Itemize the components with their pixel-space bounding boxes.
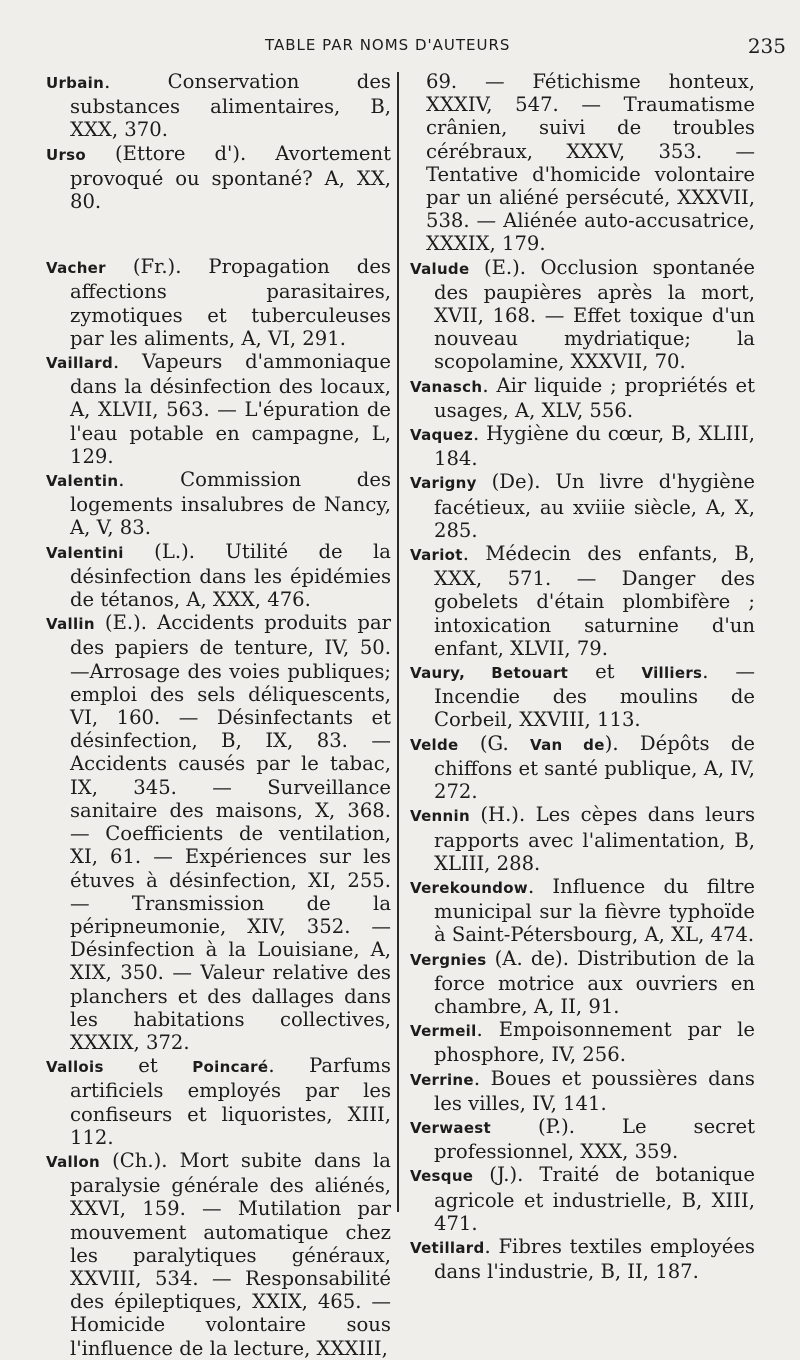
index-entry [46,142,391,214]
index-entry [410,1067,755,1115]
index-entry [410,374,755,422]
entry-conjunction: et [595,660,615,684]
entry-text: . Parfums artificiels employés par les confiseurs et liquoristes, XIII, 112. [70,1054,391,1149]
author-name: Urbain [46,74,105,92]
index-entry [410,1163,755,1235]
author-name: Verrine [410,1070,474,1089]
page-number: 235 [747,34,786,58]
author-name: Vergnies [410,950,487,969]
entry-text: (J.). Traité de botanique agricole et industrielle, B, XIII, 471. [434,1163,755,1235]
author-name: Vetillard [410,1238,485,1257]
entry-text: . Vapeurs d'ammoniaque dans la désinfection des locaux, A, XLVII, 563. — L'épuration de l'eau potable en campagne, L, 129. [70,350,391,468]
entry-text: (A. de). Distribution de la force motrice aux ouvriers en chambre, A, II, 91. [434,946,755,1018]
index-entry [410,470,755,542]
index-entry [46,611,391,1054]
author-name: Valentini [46,543,124,562]
entry-text: (H.). Les cèpes dans leurs rapports avec l'alimentation, B, XLIII, 288. [434,803,755,875]
author-name: Vacher [46,259,106,278]
index-entry [410,1235,755,1283]
author-name: Valude [410,259,470,278]
index-entry [410,1115,755,1163]
entry-text: . Air liquide ; propriétés et usages, A, XLV, 556. [434,373,755,422]
entry-text: ). Dépôts de chiffons et santé publique, A, IV, 272. [434,731,755,804]
entry-text: (Ch.). Mort subite dans la paralysie générale des aliénés, XXVI, 159. — Mutilation par mouvement automatique chez les paralytiques généraux, XXVIII, 534. — Responsabilité des épileptiques, XXIX, 465. — Homicide volontaire sous l'influence de la lecture, XXXIII, [70,1148,391,1360]
right-column [410,70,755,1283]
entry-text: . Fibres textiles employées dans l'industrie, B, II, 187. [434,1234,755,1284]
entry-text: . Conservation des substances alimentaires, B, XXX, 370. [70,70,391,142]
index-entry [410,660,755,732]
index-entry [410,256,755,374]
entry-text: . — Incendie des moulins de Corbeil, XXVIII, 113. [434,660,755,732]
author-name: Vaury, Betouart [410,664,569,683]
entry-text: (Ettore d'). Avortement provoqué ou spontané? A, XX, 80. [70,141,391,214]
entry-text: . Médecin des enfants, B, XXX, 571. — Danger des gobelets d'étain plombifère ; intoxication saturnine d'un enfant, XLVII, 79. [434,542,755,660]
author-name: Valentin [46,472,119,491]
index-entry [410,947,755,1019]
entry-text: (E.). Accidents produits par des papiers de tenture, IV, 50. —Arrosage des voies publiques; emploi des sels déliquescents, VI, 160. — Désinfectants et désinfection, B, IX, 83. — Accidents causés par le tabac, IX, 345. — Surveillance sanitaire des maisons, X, 368. — Coefficients de ventilation, XI, 61. — Expériences sur les étuves à désinfection, XI, 255. — Transmission de la péripneumonie, XIV, 352. — Désinfection à la Louisiane, A, XIX, 350. — Valeur relative des planchers et des dallages dans les habitations collectives, XXXIX, 372. [70,611,391,1054]
entry-text: (P.). Le secret professionnel, XXX, 359. [434,1114,755,1164]
author-name: Vallin [46,615,95,634]
index-entry [46,540,391,612]
particle-name: Van de [530,735,605,754]
entry-text: . Boues et poussières dans les villes, IV, 141. [434,1066,755,1115]
index-entry [410,542,755,660]
author-name: Vanasch [410,377,483,396]
entry-text: (L.). Utilité de la désinfection dans les épidémies de tétanos, A, XXX, 476. [70,539,391,612]
author-name: Vaquez [410,426,474,445]
entry-text: (G. [458,731,531,755]
column-divider [397,72,399,1212]
author-name: Varigny [410,474,477,493]
entry-text: (De). Un livre d'hygiène facétieux, au xviiie siècle, A, X, 285. [434,470,755,542]
author-name: Vallon [46,1152,100,1171]
entry-text: . Empoisonnement par le phosphore, IV, 256. [434,1018,755,1067]
author-name: Vaillard [46,354,113,373]
header-title: TABLE PAR NOMS D'AUTEURS [265,36,511,54]
author-name: Verwaest [410,1118,492,1137]
index-entry [410,422,755,470]
index-entry [46,1054,391,1149]
coauthor-name: Villiers [641,664,703,683]
author-name: Vermeil [410,1022,477,1041]
section-gap [46,213,391,255]
index-entry [410,732,755,804]
entry-text: . Commission des logements insalubres de Nancy, A, V, 83. [70,468,391,540]
entry-text: (Fr.). Propagation des affections parasitaires, zymotiques et tuberculeuses par les aliments, A, VI, 291. [70,255,391,350]
author-name: Urso [46,145,87,164]
coauthor-name: Poincaré [192,1058,269,1077]
entry-text: . Influence du filtre municipal sur la fièvre typhoïde à Saint-Pétersbourg, A, XL, 474. [434,874,755,947]
entry-text: . Hygiène du cœur, B, XLIII, 184. [434,422,755,471]
author-name: Vallois [46,1058,104,1077]
index-entry [46,350,391,468]
index-entry [410,803,755,875]
index-entry [410,1018,755,1066]
index-entry [46,468,391,540]
entry-conjunction: et [138,1054,158,1078]
left-column [46,70,391,1360]
author-name: Velde [410,735,459,754]
index-entry [410,875,755,947]
continued-entry: 69. — Fétichisme honteux, XXXIV, 547. — Traumatisme crânien, suivi de troubles cérébraux, XXXV, 353. — Tentative d'homicide volontaire par un aliéné persécuté, XXXVII, 538. — Aliénée auto-accusatrice, XXXIX, 179. [426,70,755,256]
index-entry [46,70,391,142]
running-header [0,32,800,62]
author-name: Vennin [410,807,470,826]
author-name: Vesque [410,1167,474,1186]
entry-text: (E.). Occlusion spontanée des paupières après la mort, XVII, 168. — Effet toxique d'un nouveau mydriatique; la scopolamine, XXXVII, 70. [434,255,755,374]
author-name: Verekoundow [410,878,528,897]
index-entry [46,1149,391,1360]
index-entry [46,255,391,350]
author-name: Variot [410,546,463,565]
